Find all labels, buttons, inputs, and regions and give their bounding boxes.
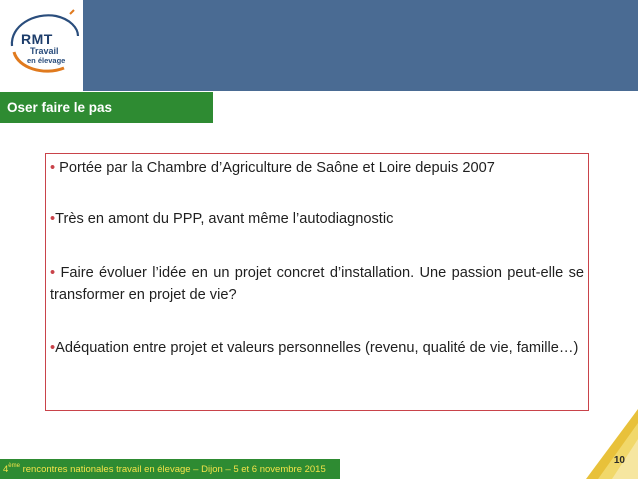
header-banner xyxy=(0,0,638,91)
section-title: Oser faire le pas xyxy=(7,100,113,115)
rmt-logo xyxy=(0,0,83,91)
content-box xyxy=(45,153,589,411)
footer-bar xyxy=(0,459,340,479)
section-title-tab xyxy=(0,92,213,123)
bullet-item-3 xyxy=(50,262,584,306)
bullet-text-3: Faire évoluer l’idée en un projet concret d’installation. Une passion peut-elle se transformer en projet de vie? xyxy=(50,265,584,303)
logo-sub-text: en élevage xyxy=(27,56,66,65)
bullet-dot-icon: • xyxy=(50,265,56,281)
bullet-dot-icon: • xyxy=(50,340,56,356)
page-corner-icon xyxy=(586,409,638,479)
page-number: 10 xyxy=(613,455,625,466)
footer-caption: rencontres nationales travail en élevage – Dijon – 5 et 6 novembre 2015 xyxy=(19,463,326,475)
footer-ordinal: 4 xyxy=(3,463,9,475)
bullet-text-2: Très en amont du PPP, avant même l’autodiagnostic xyxy=(55,211,394,227)
bullet-text-4: Adéquation entre projet et valeurs personnelles (revenu, qualité de vie, famille…) xyxy=(55,340,579,356)
logo-rmt-text: RMT xyxy=(21,31,53,47)
footer-ordinal-suffix: ème xyxy=(8,462,20,469)
bullet-text-1: Portée par la Chambre d’Agriculture de Saône et Loire depuis 2007 xyxy=(55,160,495,176)
bullet-item-2 xyxy=(50,208,584,230)
bullet-item-1 xyxy=(50,157,584,179)
bullet-dot-icon: • xyxy=(50,211,56,227)
bullet-item-4 xyxy=(50,337,584,359)
logo-travail-text: Travail xyxy=(30,46,59,56)
footer-text xyxy=(3,464,326,475)
bullet-dot-icon: • xyxy=(50,160,56,176)
